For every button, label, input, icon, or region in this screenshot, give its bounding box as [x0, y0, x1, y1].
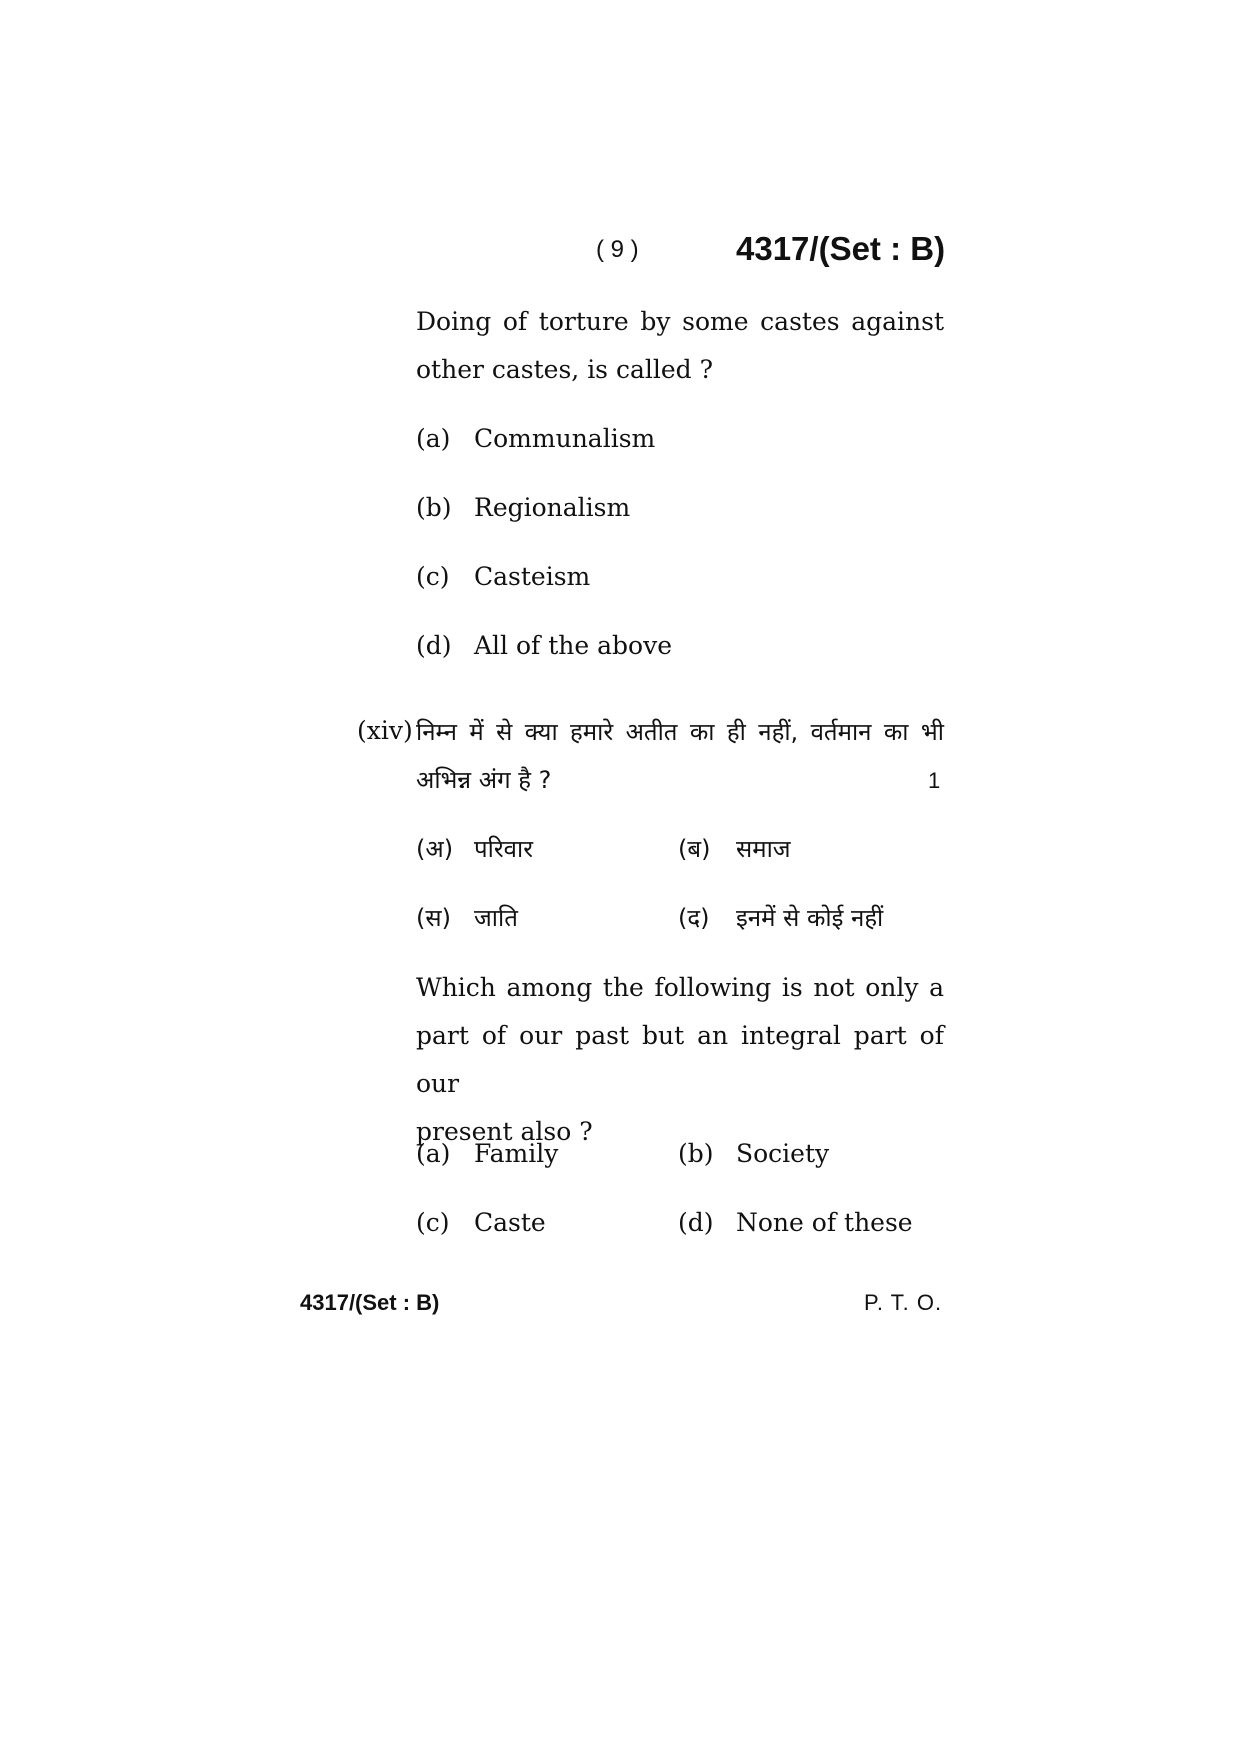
option-text: Society: [736, 1139, 830, 1168]
option-text: परिवार: [474, 835, 534, 863]
question-14-number: (xiv): [357, 716, 413, 745]
option-label: (अ): [416, 835, 454, 863]
question-14-hindi-line-1: निम्न में से क्या हमारे अतीत का ही नहीं, वर्तमान का भी: [416, 718, 944, 746]
question-14-english-line-2: part of our past but an integral part of our: [416, 1021, 944, 1098]
question-13-english-text: [416, 298, 944, 394]
question-14-hindi-line-2: अभिन्न अंग है ?: [416, 766, 552, 794]
option-label: (c): [416, 562, 450, 591]
option-label: (b): [416, 493, 452, 522]
option-label: (a): [416, 424, 451, 453]
option-label: (b): [678, 1139, 714, 1168]
page-number: ( 9 ): [596, 236, 639, 263]
question-14-english-line-1: Which among the following is not only a: [416, 973, 944, 1002]
option-text: Communalism: [474, 424, 656, 453]
option-text: All of the above: [474, 631, 673, 660]
please-turn-over: P. T. O.: [864, 1290, 943, 1315]
option-label: (स): [416, 904, 451, 932]
option-text: Regionalism: [474, 493, 631, 522]
option-label: (ब): [678, 835, 711, 863]
option-text: Caste: [474, 1208, 546, 1237]
option-label: (d): [678, 1208, 714, 1237]
option-text: समाज: [736, 835, 791, 863]
option-text: Casteism: [474, 562, 591, 591]
question-14-english-text: [416, 964, 944, 1156]
question-13-line-1: Doing of torture by some castes against: [416, 307, 944, 336]
option-label: (c): [416, 1208, 450, 1237]
option-label: (a): [416, 1139, 451, 1168]
option-label: (d): [416, 631, 452, 660]
option-label: (द): [678, 904, 710, 932]
paper-code-footer: 4317/(Set : B): [300, 1290, 440, 1315]
question-14-hindi-text: [416, 708, 944, 804]
option-text: जाति: [474, 904, 518, 932]
question-13-line-2: other castes, is called ?: [416, 355, 714, 384]
option-text: इनमें से कोई नहीं: [736, 904, 884, 932]
question-14-english-line-3: present also ?: [416, 1117, 593, 1146]
option-text: Family: [474, 1139, 559, 1168]
option-text: None of these: [736, 1208, 913, 1237]
marks: 1: [928, 768, 941, 793]
paper-code-header: 4317/(Set : B): [736, 230, 946, 267]
